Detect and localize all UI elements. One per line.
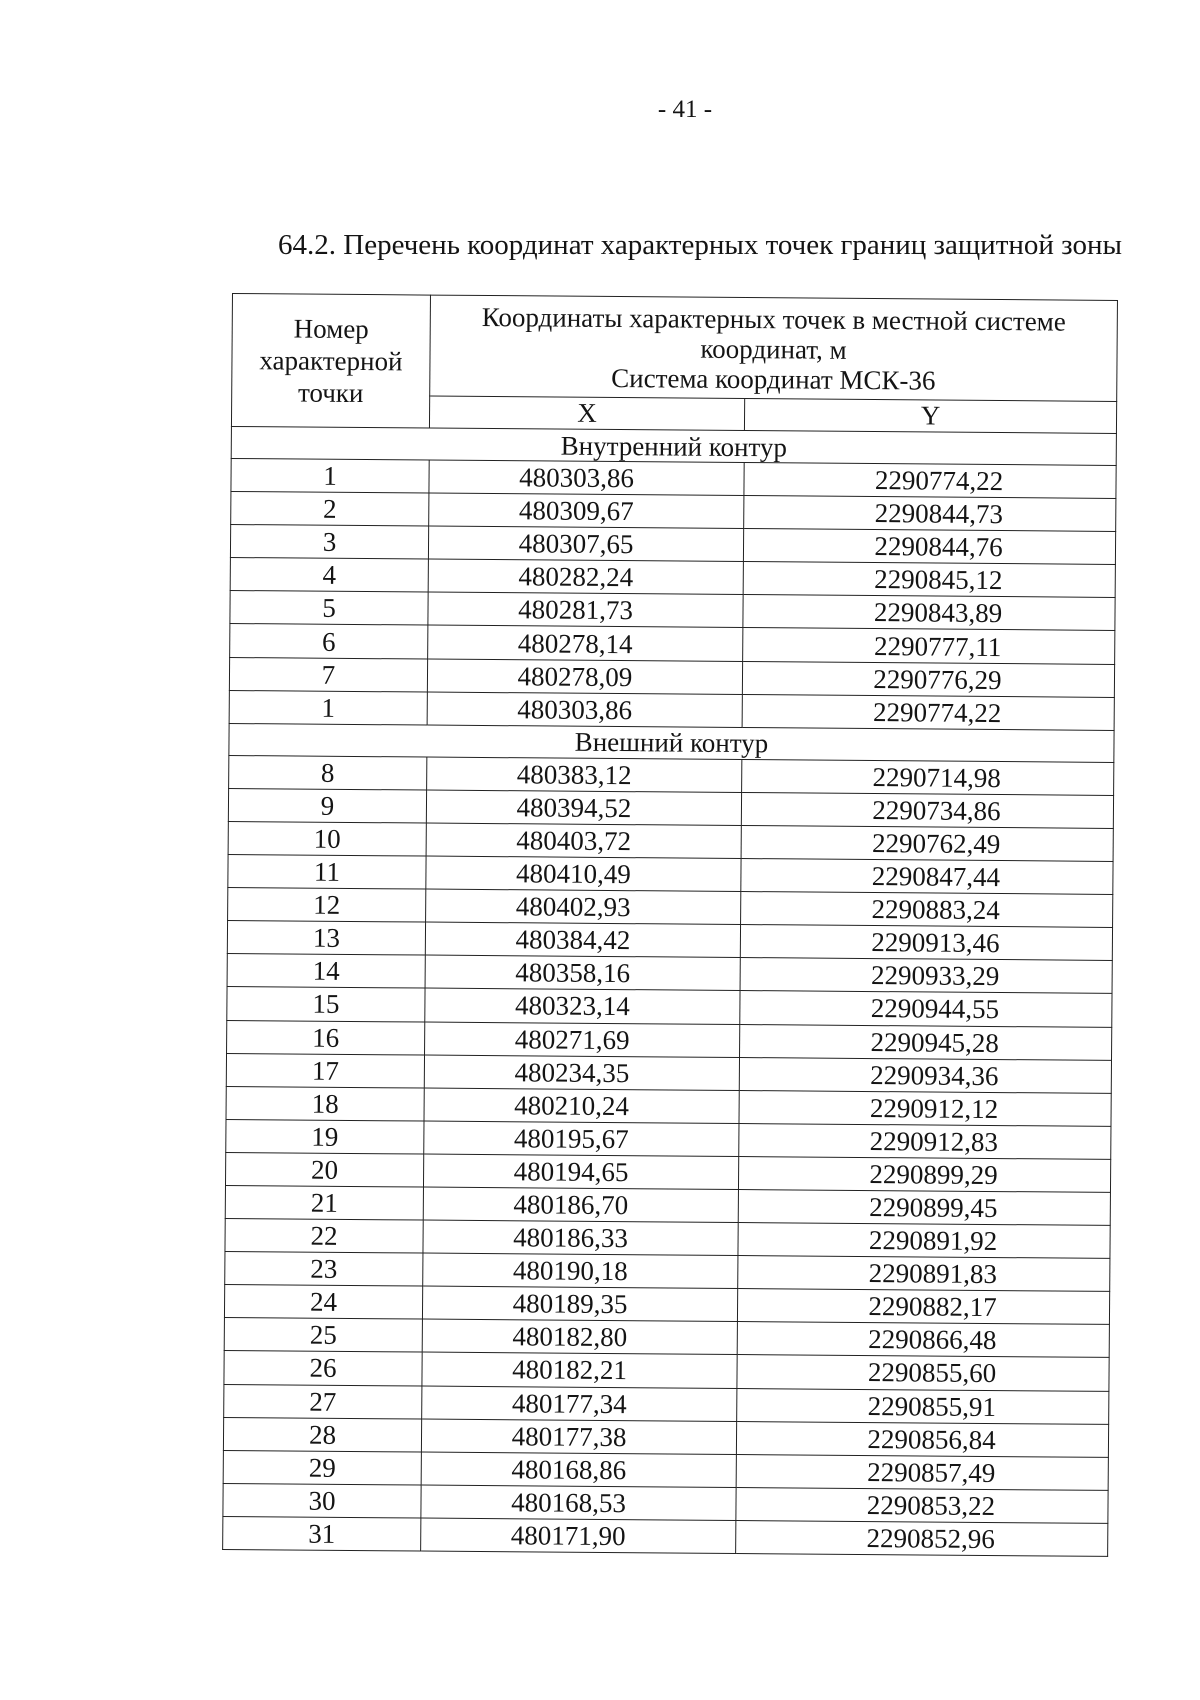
point-number-cell: 23 [225,1252,423,1287]
point-number-header-line-3: точки [297,377,364,409]
point-number-cell: 27 [224,1384,422,1419]
x-coordinate-cell: 480177,34 [422,1386,737,1422]
x-coordinate-cell: 480182,21 [422,1352,737,1388]
x-coordinate-cell: 480190,18 [423,1253,738,1289]
x-coordinate-cell: 480278,14 [428,626,743,662]
point-number-header [231,294,430,429]
y-coordinate-cell: 2290777,11 [743,628,1115,664]
point-number-header-line-1: Номер [293,313,369,345]
y-coordinate-cell: 2290776,29 [742,661,1114,697]
point-number-cell: 31 [223,1516,421,1551]
point-number-cell: 9 [228,788,426,823]
point-number-cell: 1 [231,458,429,493]
point-number-cell: 25 [224,1318,422,1353]
section-title: Внешний контур [229,723,1114,762]
x-coordinate-cell: 480403,72 [426,823,741,859]
coordinates-header-line-2: координат, м [700,333,847,365]
x-coordinate-cell: 480186,33 [423,1220,738,1256]
point-number-cell: 7 [229,657,427,692]
page-number: - 41 - [657,96,713,123]
point-number-cell: 5 [230,591,428,626]
point-number-cell: 1 [229,690,427,725]
y-coordinate-cell: 2290847,44 [741,859,1113,895]
x-coordinate-cell: 480394,52 [426,790,741,826]
x-coordinate-cell: 480168,86 [421,1452,736,1488]
x-coordinate-cell: 480182,80 [422,1319,737,1355]
point-number-cell: 14 [227,954,425,989]
y-coordinate-cell: 2290762,49 [741,825,1113,861]
y-coordinate-cell: 2290844,76 [743,529,1115,565]
point-number-cell: 18 [226,1086,424,1121]
y-coordinate-cell: 2290944,55 [740,991,1112,1027]
y-coordinate-cell: 2290845,12 [743,562,1115,598]
x-coordinate-cell: 480189,35 [422,1286,737,1322]
y-coordinate-cell: 2290774,22 [742,694,1114,730]
point-number-cell: 21 [225,1185,423,1220]
point-number-cell: 29 [223,1450,421,1485]
x-coordinate-cell: 480323,14 [425,988,740,1024]
y-coordinate-cell: 2290883,24 [741,892,1113,928]
x-coordinate-cell: 480271,69 [425,1022,740,1058]
y-coordinate-cell: 2290945,28 [740,1024,1112,1060]
point-number-cell: 26 [224,1351,422,1386]
x-coordinate-cell: 480234,35 [424,1055,739,1091]
y-coordinate-cell: 2290912,83 [739,1123,1111,1159]
x-coordinate-cell: 480168,53 [421,1485,736,1521]
document-title: 64.2. Перечень координат характерных точек границ защитной зоны [278,229,1122,261]
point-number-cell: 12 [228,888,426,923]
point-number-cell: 13 [227,921,425,956]
x-coordinate-cell: 480186,70 [423,1187,738,1223]
y-coordinate-cell: 2290855,91 [737,1388,1109,1424]
y-coordinate-cell: 2290853,22 [736,1487,1108,1523]
point-number-cell: 16 [227,1020,425,1055]
y-coordinate-cell: 2290913,46 [740,925,1112,961]
coordinates-header [430,295,1118,401]
x-coordinate-cell: 480194,65 [423,1154,738,1190]
y-coordinate-cell: 2290866,48 [737,1322,1109,1358]
x-coordinate-cell: 480282,24 [428,559,743,595]
coordinates-header-line-1: Координаты характерных точек в местной системе [481,301,1066,337]
x-coordinate-cell: 480171,90 [421,1518,736,1554]
x-coordinate-cell: 480358,16 [425,955,740,991]
y-coordinate-cell: 2290855,60 [737,1355,1109,1391]
table-header [231,294,1117,434]
point-number-cell: 3 [230,525,428,560]
y-column-header: Y [744,398,1116,433]
x-coordinate-cell: 480210,24 [424,1088,739,1124]
y-coordinate-cell: 2290714,98 [742,759,1114,795]
y-coordinate-cell: 2290857,49 [736,1454,1108,1490]
y-coordinate-cell: 2290882,17 [737,1289,1109,1325]
y-coordinate-cell: 2290844,73 [744,496,1116,532]
x-column-header: X [429,396,744,431]
y-coordinate-cell: 2290899,45 [738,1189,1110,1225]
y-coordinate-cell: 2290774,22 [744,463,1116,499]
x-coordinate-cell: 480303,86 [429,460,744,496]
x-coordinate-cell: 480402,93 [426,889,741,925]
point-number-cell: 22 [225,1219,423,1254]
point-number-cell: 30 [223,1483,421,1518]
y-coordinate-cell: 2290852,96 [736,1520,1108,1556]
x-coordinate-cell: 480281,73 [428,592,743,628]
point-number-header-line-2: характерной [259,345,403,377]
point-number-cell: 19 [226,1119,424,1154]
x-coordinate-cell: 480383,12 [427,757,742,793]
y-coordinate-cell: 2290734,86 [741,792,1113,828]
x-coordinate-cell: 480410,49 [426,856,741,892]
x-coordinate-cell: 480278,09 [427,659,742,695]
table-row [223,1516,1108,1556]
section-title: Внутренний контур [231,426,1116,465]
x-coordinate-cell: 480303,86 [427,692,742,728]
point-number-cell: 15 [227,987,425,1022]
point-number-cell: 11 [228,855,426,890]
coordinates-header-line-3: Система координат МСК-36 [611,362,936,396]
point-number-cell: 17 [226,1053,424,1088]
point-number-cell: 10 [228,821,426,856]
x-coordinate-cell: 480384,42 [425,922,740,958]
point-number-cell: 24 [224,1285,422,1320]
x-coordinate-cell: 480307,65 [428,526,743,562]
point-number-cell: 2 [231,492,429,527]
point-number-cell: 4 [230,558,428,593]
table-body [223,426,1117,1556]
x-coordinate-cell: 480195,67 [424,1121,739,1157]
y-coordinate-cell: 2290843,89 [743,595,1115,631]
y-coordinate-cell: 2290899,29 [738,1156,1110,1192]
x-coordinate-cell: 480309,67 [429,493,744,529]
coordinates-table [222,293,1118,1557]
coordinates-table-container [222,293,1117,1557]
y-coordinate-cell: 2290912,12 [739,1090,1111,1126]
point-number-cell: 8 [229,755,427,790]
point-number-cell: 28 [223,1417,421,1452]
y-coordinate-cell: 2290891,92 [738,1223,1110,1259]
point-number-cell: 20 [225,1152,423,1187]
y-coordinate-cell: 2290933,29 [740,958,1112,994]
x-coordinate-cell: 480177,38 [421,1419,736,1455]
point-number-cell: 6 [230,624,428,659]
y-coordinate-cell: 2290934,36 [739,1057,1111,1093]
y-coordinate-cell: 2290856,84 [736,1421,1108,1457]
y-coordinate-cell: 2290891,83 [738,1256,1110,1292]
